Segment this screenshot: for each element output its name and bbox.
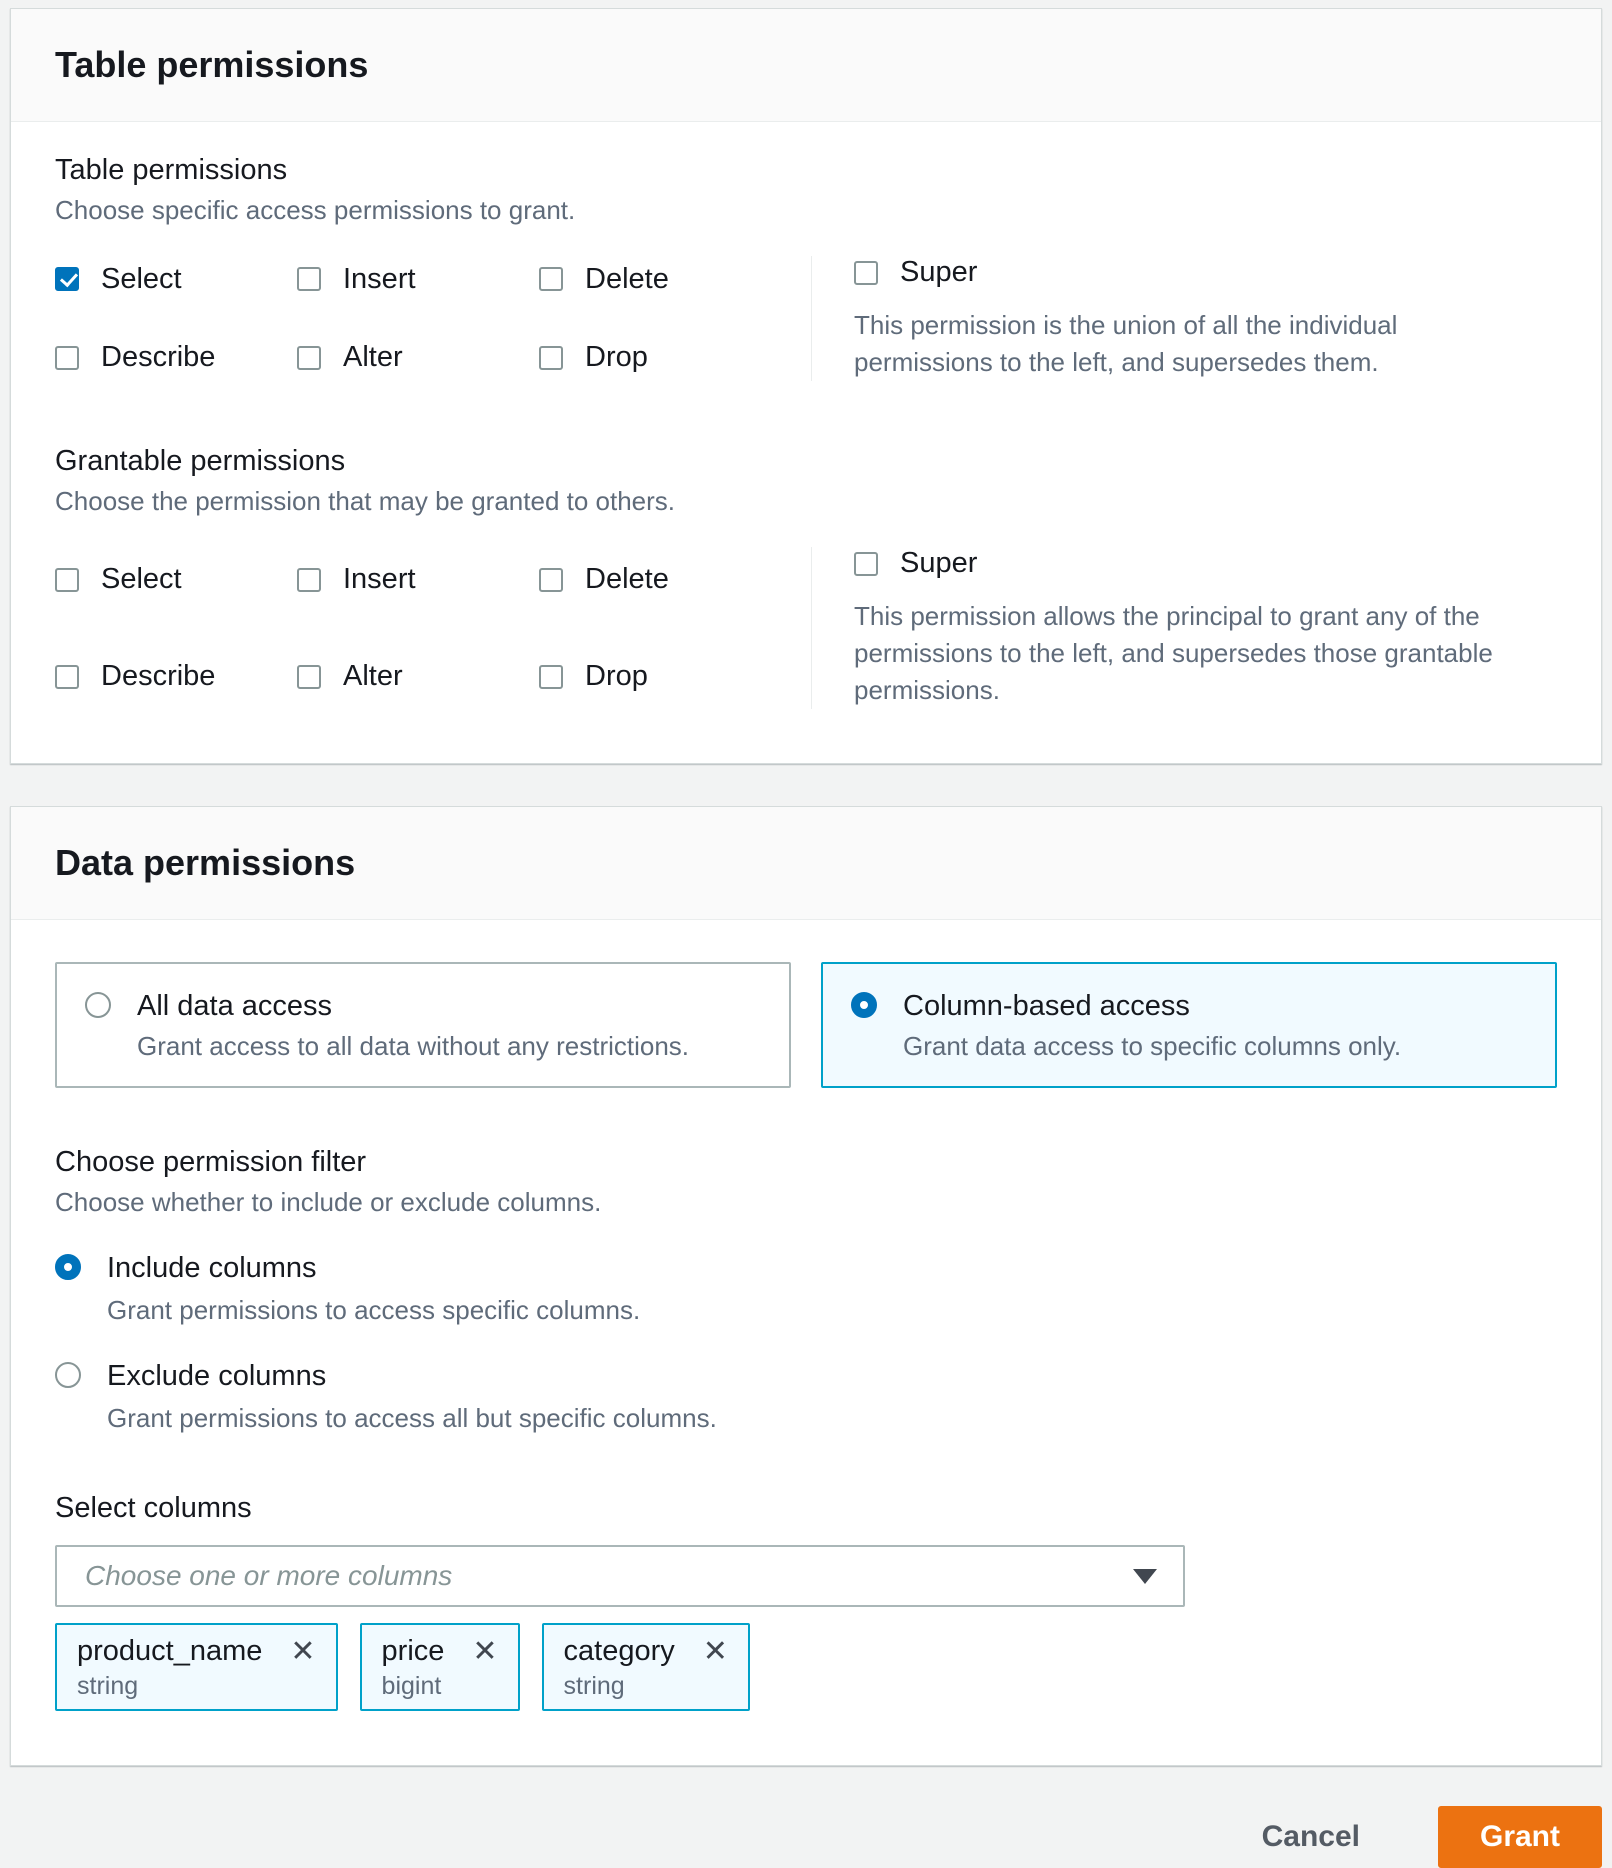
tile-description: Grant data access to specific columns only.: [903, 1031, 1402, 1061]
checkbox-icon[interactable]: [539, 346, 563, 370]
data-permissions-panel: [10, 806, 1602, 1766]
access-permissions-row: [55, 256, 1557, 381]
grant-button[interactable]: Grant: [1438, 1806, 1602, 1868]
checkbox-icon[interactable]: [854, 552, 878, 576]
checkbox-label: Alter: [343, 660, 403, 692]
permission-filter-heading: Choose permission filter: [55, 1146, 367, 1178]
checkbox-icon[interactable]: [539, 267, 563, 291]
checkbox-label: Insert: [343, 262, 416, 295]
radio-icon[interactable]: [851, 992, 877, 1018]
checkbox-icon[interactable]: [539, 665, 563, 689]
token-price: [360, 1623, 520, 1711]
tile-label: All data access: [137, 990, 333, 1022]
checkbox-item-describe[interactable]: [55, 335, 297, 382]
checkbox-icon[interactable]: [297, 568, 321, 592]
tile-content: [137, 988, 689, 1062]
checkbox-item-describe[interactable]: [55, 644, 297, 709]
checkbox-label: Super: [900, 547, 978, 579]
checkbox-icon[interactable]: [55, 346, 79, 370]
tile-content: [903, 988, 1401, 1062]
checkbox-item-super[interactable]: [854, 256, 1557, 289]
token-product-name: [55, 1623, 338, 1711]
radio-icon[interactable]: [55, 1254, 81, 1280]
token-type: string: [563, 1672, 625, 1700]
tile-description: Grant access to all data without any restrictions.: [137, 1031, 690, 1061]
access-super-column: [812, 256, 1557, 381]
checkbox-item-alter[interactable]: [297, 335, 539, 382]
checkbox-label: Drop: [585, 660, 648, 692]
grantable-permissions-row: [55, 547, 1557, 709]
select-columns-dropdown[interactable]: [55, 1545, 1185, 1607]
radio-option-description: Grant permissions to access specific columns.: [107, 1295, 641, 1325]
selected-column-tokens: [55, 1623, 1557, 1711]
grantable-checkbox-grid: [55, 547, 811, 709]
access-section-heading: Table permissions: [55, 154, 288, 186]
token-name: category: [563, 1635, 675, 1667]
access-permissions-section: [55, 152, 1557, 381]
token-type: bigint: [381, 1672, 442, 1700]
table-permissions-panel-header: [11, 9, 1601, 122]
grantable-section-description: Choose the permission that may be granted to others.: [55, 486, 676, 516]
super-description: This permission allows the principal to grant any of the permissions to the left, and supersedes those grantable permissions.: [854, 601, 1493, 705]
checkbox-item-super[interactable]: [854, 547, 1557, 580]
token-type: string: [77, 1672, 139, 1700]
checkbox-label: Alter: [343, 341, 403, 374]
checkbox-item-drop[interactable]: [539, 335, 781, 382]
grantable-super-column: [812, 547, 1557, 709]
footer-actions: [0, 1766, 1612, 1868]
chevron-down-icon[interactable]: [1133, 1569, 1157, 1584]
radio-option-description: Grant permissions to access all but specific columns.: [107, 1403, 717, 1433]
table-permissions-panel-title: Table permissions: [55, 44, 369, 85]
checkbox-item-insert[interactable]: [297, 256, 539, 303]
remove-token-icon[interactable]: ✕: [290, 1634, 316, 1668]
grantable-permissions-section: [55, 443, 1557, 709]
data-permissions-panel-title: Data permissions: [55, 842, 356, 883]
checkbox-label: Select: [101, 563, 182, 595]
checkbox-item-select[interactable]: [55, 256, 297, 303]
data-access-tiles: [55, 962, 1557, 1088]
tile-all-data-access[interactable]: [55, 962, 791, 1088]
checkbox-label: Delete: [585, 563, 669, 595]
data-permissions-panel-header: [11, 807, 1601, 920]
radio-icon[interactable]: [55, 1362, 81, 1388]
radio-icon[interactable]: [85, 992, 111, 1018]
radio-option-content: [107, 1250, 640, 1326]
checkbox-item-alter[interactable]: [297, 644, 539, 709]
checkbox-icon[interactable]: [297, 665, 321, 689]
remove-token-icon[interactable]: ✕: [472, 1634, 498, 1668]
super-description: This permission is the union of all the individual permissions to the left, and supersedes them.: [854, 310, 1398, 377]
remove-token-icon[interactable]: ✕: [702, 1634, 728, 1668]
checkbox-label: Super: [900, 256, 978, 288]
checkbox-item-drop[interactable]: [539, 644, 781, 709]
radio-option-exclude-columns[interactable]: [55, 1358, 1557, 1434]
checkbox-item-delete[interactable]: [539, 256, 781, 303]
cancel-button[interactable]: Cancel: [1248, 1810, 1374, 1864]
checkbox-icon[interactable]: [55, 267, 79, 291]
select-columns-input[interactable]: [83, 1547, 1115, 1605]
token-header: [564, 1635, 728, 1668]
token-header: [382, 1635, 498, 1668]
checkbox-item-insert[interactable]: [297, 547, 539, 612]
checkbox-label: Describe: [101, 660, 216, 692]
checkbox-label: Describe: [101, 341, 216, 374]
checkbox-item-delete[interactable]: [539, 547, 781, 612]
radio-option-label: Include columns: [107, 1252, 317, 1284]
checkbox-icon[interactable]: [297, 346, 321, 370]
permission-filter-description: Choose whether to include or exclude columns.: [55, 1187, 602, 1217]
select-columns-label: Select columns: [55, 1492, 252, 1524]
radio-option-include-columns[interactable]: [55, 1250, 1557, 1326]
radio-option-label: Exclude columns: [107, 1360, 327, 1392]
checkbox-item-select[interactable]: [55, 547, 297, 612]
token-category: [542, 1623, 750, 1711]
checkbox-icon[interactable]: [297, 267, 321, 291]
checkbox-label: Delete: [585, 262, 669, 295]
checkbox-label: Select: [101, 262, 182, 295]
data-permissions-panel-body: [11, 920, 1601, 1765]
access-checkbox-grid: [55, 256, 811, 381]
checkbox-label: Drop: [585, 341, 648, 374]
token-name: product_name: [77, 1635, 263, 1667]
checkbox-icon[interactable]: [854, 261, 878, 285]
token-header: [77, 1635, 316, 1668]
checkbox-icon[interactable]: [55, 665, 79, 689]
radio-option-content: [107, 1358, 717, 1434]
table-permissions-panel: [10, 8, 1602, 764]
tile-column-based-access[interactable]: [821, 962, 1557, 1088]
access-section-description: Choose specific access permissions to grant.: [55, 195, 576, 225]
checkbox-icon[interactable]: [539, 568, 563, 592]
tile-label: Column-based access: [903, 990, 1190, 1022]
checkbox-icon[interactable]: [55, 568, 79, 592]
token-name: price: [381, 1635, 445, 1667]
grantable-section-heading: Grantable permissions: [55, 445, 346, 477]
table-permissions-panel-body: [11, 122, 1601, 763]
checkbox-label: Insert: [343, 563, 416, 595]
